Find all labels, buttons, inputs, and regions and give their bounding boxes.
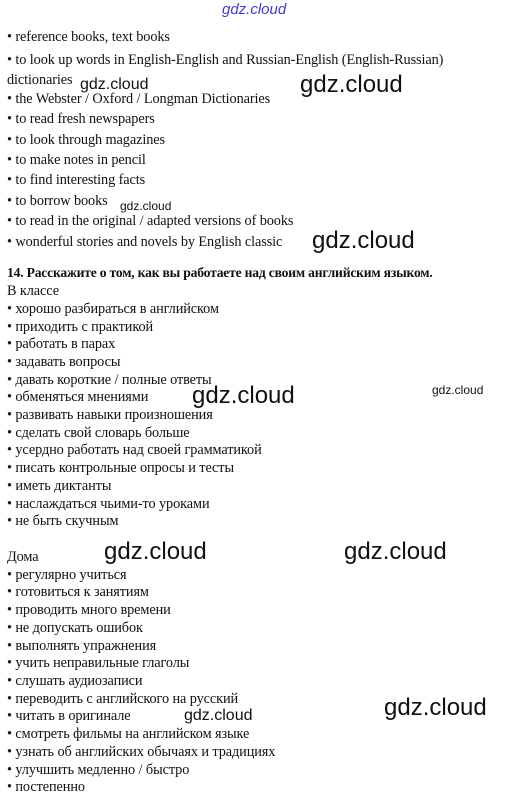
- list-item: • смотреть фильмы на английском языке: [7, 726, 250, 742]
- list-item: • постепенно: [7, 779, 85, 795]
- list-item: • иметь диктанты: [7, 478, 112, 494]
- home-label: Дома: [7, 549, 39, 565]
- list-item: • давать короткие / полные ответы: [7, 372, 212, 388]
- watermark: gdz.cloud: [80, 76, 149, 93]
- list-item: • готовиться к занятиям: [7, 584, 149, 600]
- watermark: gdz.cloud: [312, 227, 415, 254]
- list-item: • wonderful stories and novels by English classic: [7, 234, 283, 250]
- watermark: gdz.cloud: [384, 694, 487, 721]
- list-item: • проводить много времени: [7, 602, 171, 618]
- list-item: • писать контрольные опросы и тесты: [7, 460, 234, 476]
- list-item: • reference books, text books: [7, 29, 170, 45]
- watermark-top: gdz.cloud: [222, 1, 287, 18]
- class-label: В классе: [7, 283, 59, 299]
- exercise-heading: 14. Расскажите о том, как вы работаете над своим английским языком.: [7, 265, 433, 280]
- list-item: • читать в оригинале: [7, 708, 131, 724]
- watermark: gdz.cloud: [344, 538, 447, 565]
- list-item: • выполнять упражнения: [7, 638, 157, 654]
- list-item: • to read in the original / adapted versions of books: [7, 213, 294, 229]
- watermark: gdz.cloud: [432, 383, 484, 397]
- watermark: gdz.cloud: [184, 707, 253, 724]
- list-item: • переводить с английского на русский: [7, 691, 239, 707]
- list-item: • улучшить медленно / быстро: [7, 762, 190, 778]
- watermark: gdz.cloud: [192, 382, 295, 409]
- watermark: gdz.cloud: [300, 71, 403, 98]
- list-item: • учить неправильные глаголы: [7, 655, 190, 671]
- list-item: • приходить с практикой: [7, 319, 154, 335]
- list-item: • не быть скучным: [7, 513, 119, 529]
- list-item: • to read fresh newspapers: [7, 111, 155, 127]
- watermark: gdz.cloud: [104, 538, 207, 565]
- list-item: • to borrow books: [7, 193, 108, 209]
- list-item: • усердно работать над своей грамматикой: [7, 442, 262, 458]
- list-item: • регулярно учиться: [7, 567, 127, 583]
- list-item: • to look through magazines: [7, 132, 165, 148]
- watermark: gdz.cloud: [120, 199, 172, 213]
- list-item: • работать в парах: [7, 336, 116, 352]
- list-item: • the Webster / Oxford / Longman Dictionaries: [7, 91, 271, 107]
- list-item: • слушать аудиозаписи: [7, 673, 143, 689]
- list-item: • сделать свой словарь больше: [7, 425, 190, 441]
- list-item: • to find interesting facts: [7, 172, 146, 188]
- list-item: • наслаждаться чьими-то уроками: [7, 496, 210, 512]
- list-item: • задавать вопросы: [7, 354, 121, 370]
- list-item: • to make notes in pencil: [7, 152, 146, 168]
- list-item: • не допускать ошибок: [7, 620, 143, 636]
- list-item: • узнать об английских обычаях и традициях: [7, 744, 276, 760]
- list-item: • обменяться мнениями: [7, 389, 149, 405]
- list-item: • развивать навыки произношения: [7, 407, 213, 423]
- list-item: • to look up words in English-English and Russian-English (English-Russian) dictionaries: [7, 52, 444, 88]
- list-item: • хорошо разбираться в английском: [7, 301, 219, 317]
